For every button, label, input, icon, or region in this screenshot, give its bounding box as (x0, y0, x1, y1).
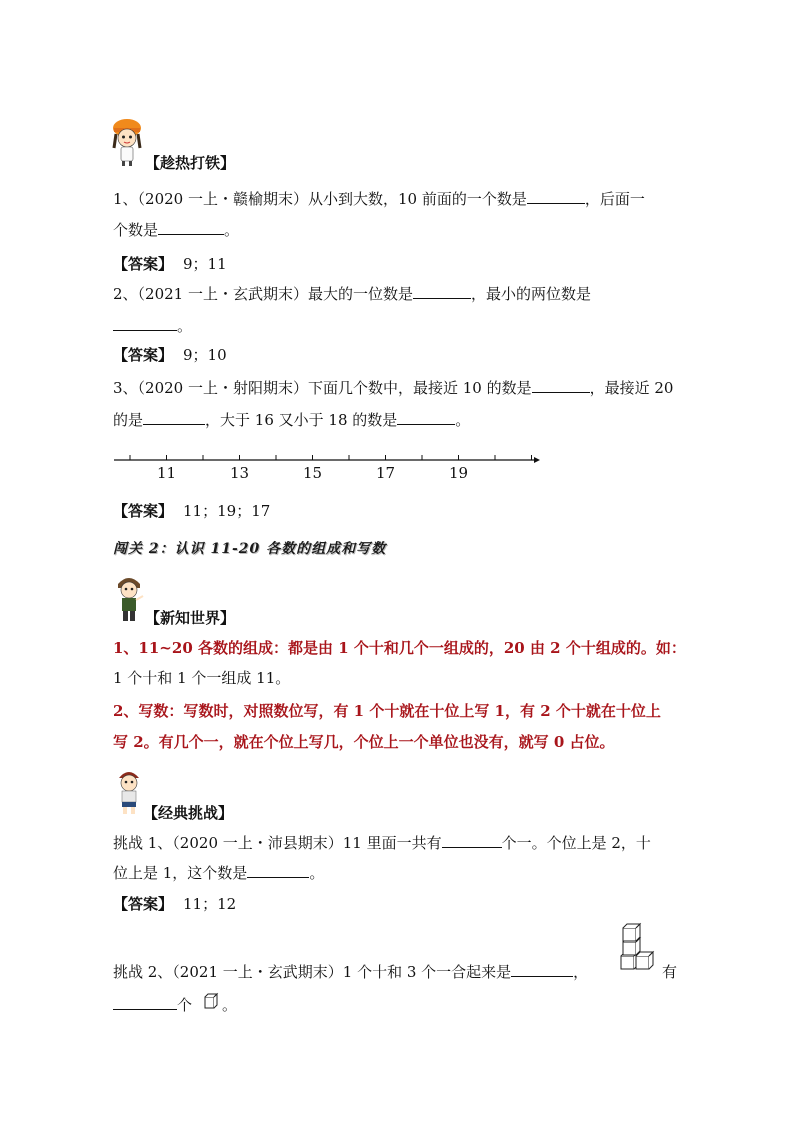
q2-text-b: ，最小的两位数是 (471, 285, 592, 303)
c1-text-a: 挑战 1、（2020 一上・沛县期末）11 里面一共有 (113, 834, 442, 852)
q1-answer (113, 254, 227, 274)
number-line-label: 15 (302, 464, 323, 482)
number-line-label: 13 (229, 464, 250, 482)
answer-label: 【答案】 (113, 502, 174, 520)
q2-answer (113, 345, 227, 365)
c2-text-a: 挑战 2、（2021 一上・玄武期末）1 个十和 3 个一合起来是 (113, 963, 512, 981)
q3-blank-3[interactable] (397, 410, 455, 425)
c1-line1 (113, 833, 651, 853)
c1-text-d: 。 (309, 864, 325, 882)
q3-text-b: ，最接近 20 (589, 379, 674, 397)
boy-cap-mascot-icon (112, 766, 146, 814)
q3-blank-2[interactable] (143, 410, 205, 425)
q2-text-c: 。 (177, 317, 193, 335)
q3-line2 (113, 410, 470, 430)
answer-label: 【答案】 (113, 895, 174, 913)
c1-text-b: 个一。个位上是 2，十 (501, 834, 651, 852)
q2-blank-1[interactable] (413, 284, 471, 299)
c1-answer (113, 894, 236, 914)
answer-value: 9；11 (183, 255, 227, 273)
q1-blank-1[interactable] (527, 189, 585, 204)
q1-text-d: 。 (224, 221, 240, 239)
number-line (110, 448, 550, 484)
c1-blank-1[interactable] (442, 833, 502, 848)
q2-line2 (113, 316, 192, 336)
knowledge-line1: 1、11~20 各数的组成：都是由 1 个十和几个一组成的，20 由 2 个十组成的。如： (113, 639, 686, 657)
answer-label: 【答案】 (113, 255, 174, 273)
knowledge-line3: 2、写数：写数时，对照数位写，有 1 个十就在十位上写 1，有 2 个十就在十位上 (113, 702, 661, 720)
c1-text-c: 位上是 1，这个数是 (113, 864, 248, 882)
challenge-heading: 【经典挑战】 (143, 804, 234, 822)
q1-text-c: 个数是 (113, 221, 159, 239)
q2-text-a: 2、（2021 一上・玄武期末）最大的一位数是 (113, 285, 413, 303)
q1-line2 (113, 220, 239, 240)
c1-blank-2[interactable] (247, 863, 309, 878)
q1-blank-2[interactable] (158, 220, 224, 235)
knowledge-line2: 1 个十和 1 个一组成 11。 (113, 669, 291, 687)
q2-blank-2[interactable] (113, 316, 177, 331)
c2-text-b: ， (573, 963, 589, 981)
q1-line1 (113, 189, 645, 209)
answer-value: 11；19；17 (183, 502, 271, 520)
c2-line1-c: 有 (662, 963, 678, 981)
c2-blank-1[interactable] (511, 962, 573, 977)
practice-heading: 【趁热打铁】 (145, 154, 236, 172)
cube-stack-icon (618, 922, 658, 970)
answer-value: 9；10 (183, 346, 227, 364)
q1-text-b: ，后面一 (584, 190, 645, 208)
q1-text-a: 1、（2020 一上・赣榆期末）从小到大数，10 前面的一个数是 (113, 190, 527, 208)
c2-line1 (113, 962, 588, 982)
knowledge-line4: 写 2。有几个一，就在个位上写几，个位上一个单位也没有，就写 0 占位。 (113, 733, 615, 751)
q3-text-e: 。 (455, 411, 471, 429)
q2-line1 (113, 284, 591, 304)
number-line-label: 19 (448, 464, 469, 482)
boy-mascot-icon (112, 574, 146, 622)
knowledge-heading: 【新知世界】 (145, 609, 236, 627)
c2-text-d: 。 (222, 996, 238, 1014)
c2-blank-2[interactable] (113, 995, 177, 1010)
number-line-label: 11 (156, 464, 177, 482)
q3-answer (113, 501, 270, 521)
q3-text-d: ，大于 16 又小于 18 的数是 (205, 411, 398, 429)
q3-line1 (113, 378, 673, 398)
c2-text-c: 个 (177, 996, 193, 1014)
answer-value: 11；12 (183, 895, 237, 913)
q3-blank-1[interactable] (532, 378, 590, 393)
q3-text-c: 的是 (113, 411, 144, 429)
number-line-label: 17 (375, 464, 396, 482)
level-heading: 闯关 2：认识 11-20 各数的组成和写数 (113, 541, 387, 557)
c1-line2 (113, 863, 324, 883)
q3-text-a: 3、（2020 一上・射阳期末）下面几个数中，最接近 10 的数是 (113, 379, 532, 397)
answer-label: 【答案】 (113, 346, 174, 364)
girl-mascot-icon (110, 118, 144, 166)
single-cube-icon (203, 992, 219, 1010)
